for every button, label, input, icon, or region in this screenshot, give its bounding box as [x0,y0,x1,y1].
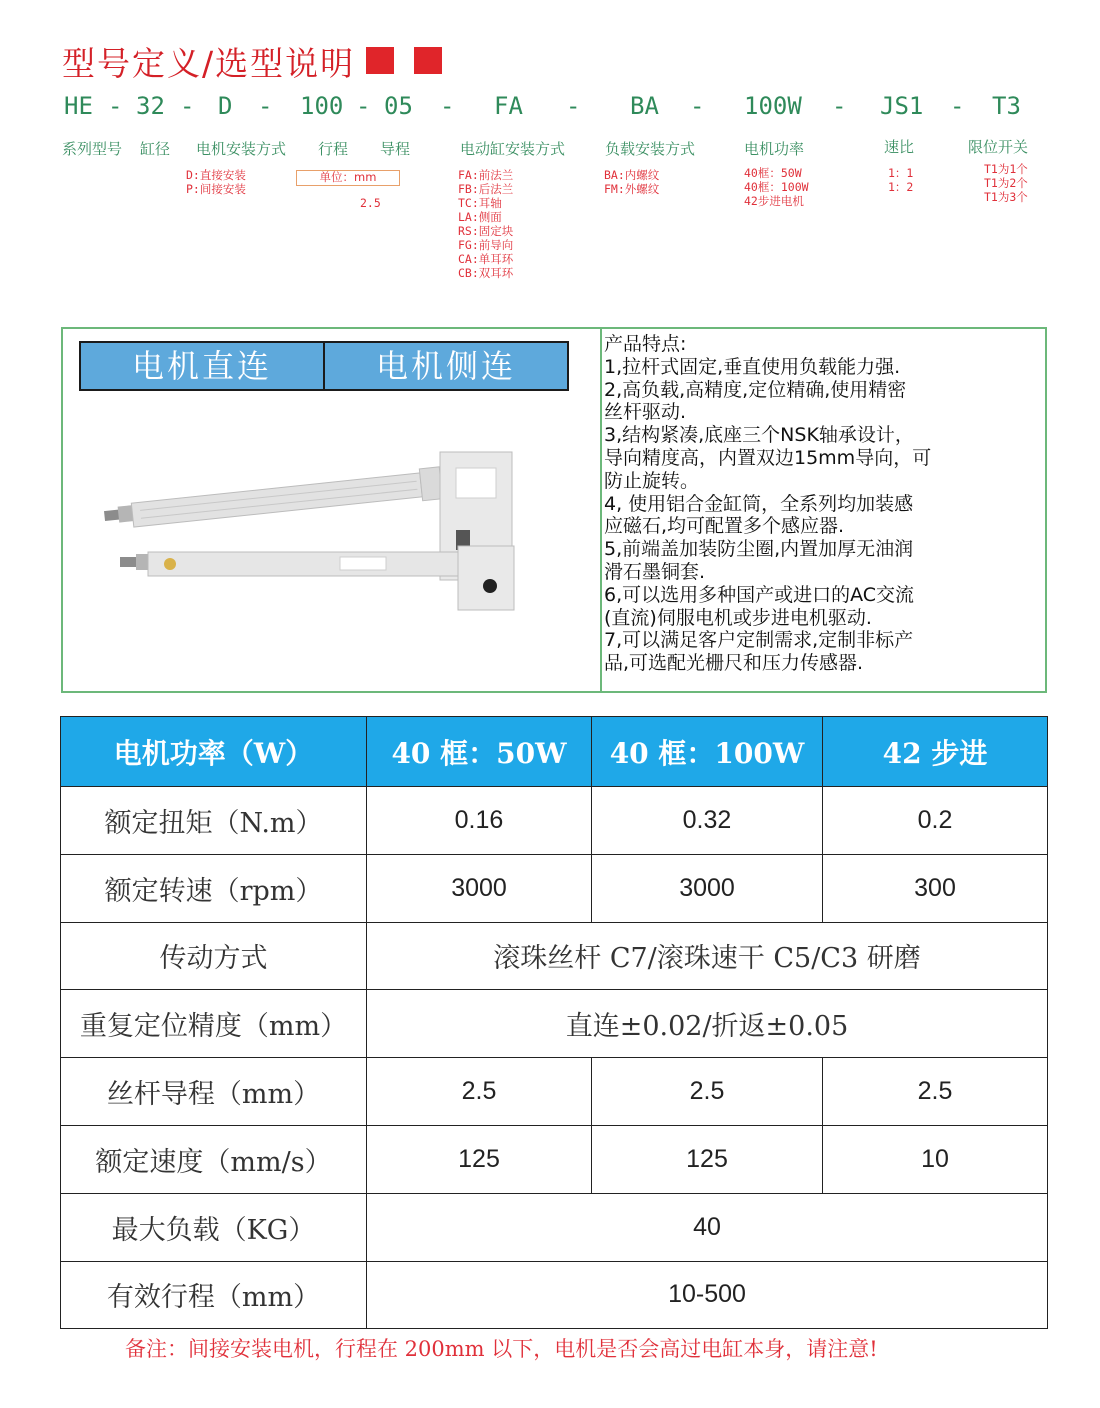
feature-line: 丝杆驱动. [604,401,687,424]
options-ratio: 1：1 1：2 [888,166,914,194]
cell-speed-rpm: 3000 [367,854,592,922]
code-ratio: JS1 [880,92,924,120]
code-limit: T3 [992,92,1021,120]
red-square-icon [414,47,442,74]
code-dash: - [356,92,371,120]
feature-line: 应磁石,均可配置多个感应器. [604,515,845,538]
header-42-stepper: 42 步进 [823,717,1048,787]
label-motor-power: 电机功率 [744,140,805,158]
feature-line: 3,结构紧凑,底座三个NSK轴承设计， [604,424,914,447]
label-motor-mount: 电机安装方式 [196,140,287,158]
cell-lead: 2.5 [823,1058,1048,1126]
row-label-lead: 丝杆导程（mm） [61,1058,367,1126]
connection-type-bar [79,341,569,391]
tab-direct-connection: 电机直连 [131,347,272,385]
cell-torque: 0.16 [367,787,592,855]
table-row [61,990,1048,1058]
cell-accuracy: 直连±0.02/折返±0.05 [367,990,1048,1058]
header-40-frame-50w: 40 框：50W [367,717,592,787]
options-lead: 2.5 [360,196,381,210]
options-load-mount: BA:内螺纹 FM:外螺纹 [604,168,660,196]
footer-note: 备注：间接安装电机，行程在 200mm 以下，电机是否会高过电缸本身，请注意! [125,1337,878,1361]
feature-line: 5,前端盖加装防尘圈,内置加厚无油润 [604,538,914,561]
options-limit-switch: T1为1个 T1为2个 T1为3个 [984,162,1028,204]
feature-line: 7,可以满足客户定制需求,定制非标产 [604,629,914,652]
row-label-speed-rpm: 额定转速（rpm） [61,854,367,922]
cell-lead: 2.5 [592,1058,823,1126]
cell-speed-rpm: 300 [823,854,1048,922]
table-row [61,1058,1048,1126]
row-label-accuracy: 重复定位精度（mm） [61,990,367,1058]
cell-speed-mms: 125 [592,1125,823,1193]
cell-lead: 2.5 [367,1058,592,1126]
code-bore: 32 [136,92,165,120]
label-stroke: 行程 [318,140,349,158]
options-cylinder-mount: FA:前法兰 FB:后法兰 TC:耳轴 LA:侧面 RS:固定块 FG:前导向 CA:单耳环 CB:双耳环 [458,168,514,280]
stroke-unit-box: 单位：mm [296,170,400,186]
code-motor-mount: D [218,92,233,120]
feature-line: 导向精度高，内置双边15mm导向，可 [604,446,932,469]
code-series: HE [64,92,93,120]
code-dash: - [440,92,455,120]
code-power: 100W [744,92,802,120]
label-cylinder-mount: 电动缸安装方式 [460,140,566,158]
row-label-stroke: 有效行程（mm） [61,1261,367,1329]
code-dash: - [566,92,581,120]
code-stroke: 100 [300,92,344,120]
panel-divider [600,327,602,693]
code-dash: - [180,92,195,120]
code-dash: - [108,92,123,120]
feature-line: 滑石墨铜套. [604,560,706,583]
row-label-transmission: 传动方式 [61,922,367,990]
table-row [61,787,1048,855]
options-motor-power: 40框：50W 40框：100W 42步进电机 [744,166,809,208]
code-dash: - [258,92,273,120]
label-bore: 缸径 [140,140,171,158]
row-label-max-load: 最大负载（KG） [61,1193,367,1261]
feature-line: (直流)伺服电机或步进电机驱动. [604,606,872,629]
table-row [61,922,1048,990]
cell-torque: 0.32 [592,787,823,855]
feature-line: 2,高负载,高精度,定位精确,使用精密 [604,378,907,401]
label-ratio: 速比 [884,138,915,156]
table-row [61,1125,1048,1193]
cell-speed-rpm: 3000 [592,854,823,922]
code-dash: - [690,92,705,120]
table-row [61,854,1048,922]
label-load-mount: 负载安装方式 [605,140,696,158]
code-dash: - [832,92,847,120]
red-square-icon [366,47,394,74]
product-features [604,333,1034,675]
cell-torque: 0.2 [823,787,1048,855]
table-row [61,1193,1048,1261]
header-40-frame-100w: 40 框：100W [592,717,823,787]
label-series: 系列型号 [62,140,123,158]
actuator-product-image [100,440,530,630]
label-lead: 导程 [380,140,411,158]
feature-line: 4, 使用铝合金缸筒，全系列均加装感 [604,492,914,515]
code-lead: 05 [384,92,413,120]
code-cylinder-mount: FA [494,92,523,120]
cell-max-load: 40 [367,1193,1048,1261]
header-motor-power: 电机功率（W） [61,717,367,787]
spec-table [60,716,1048,1329]
options-motor-mount: D:直接安装 P:间接安装 [186,168,246,196]
cell-transmission: 滚珠丝杆 C7/滚珠速干 C5/C3 研磨 [367,922,1048,990]
code-load-mount: BA [630,92,659,120]
features-title: 产品特点: [604,333,687,355]
code-dash: - [950,92,965,120]
label-limit-switch: 限位开关 [968,138,1029,156]
feature-line: 6,可以选用多种国产或进口的AC交流 [604,583,915,606]
row-label-speed-mms: 额定速度（mm/s） [61,1125,367,1193]
feature-line: 1,拉杆式固定,垂直使用负载能力强. [604,355,901,378]
feature-line: 防止旋转。 [604,469,700,492]
feature-line: 品,可选配光栅尺和压力传感器. [604,652,864,675]
table-header-row [61,717,1048,787]
row-label-torque: 额定扭矩（N.m） [61,787,367,855]
cell-speed-mms: 125 [367,1125,592,1193]
page-title: 型号定义/选型说明 [62,44,356,83]
cell-stroke: 10-500 [367,1261,1048,1329]
table-row [61,1261,1048,1329]
cell-speed-mms: 10 [823,1125,1048,1193]
tab-side-connection: 电机侧连 [323,343,567,389]
